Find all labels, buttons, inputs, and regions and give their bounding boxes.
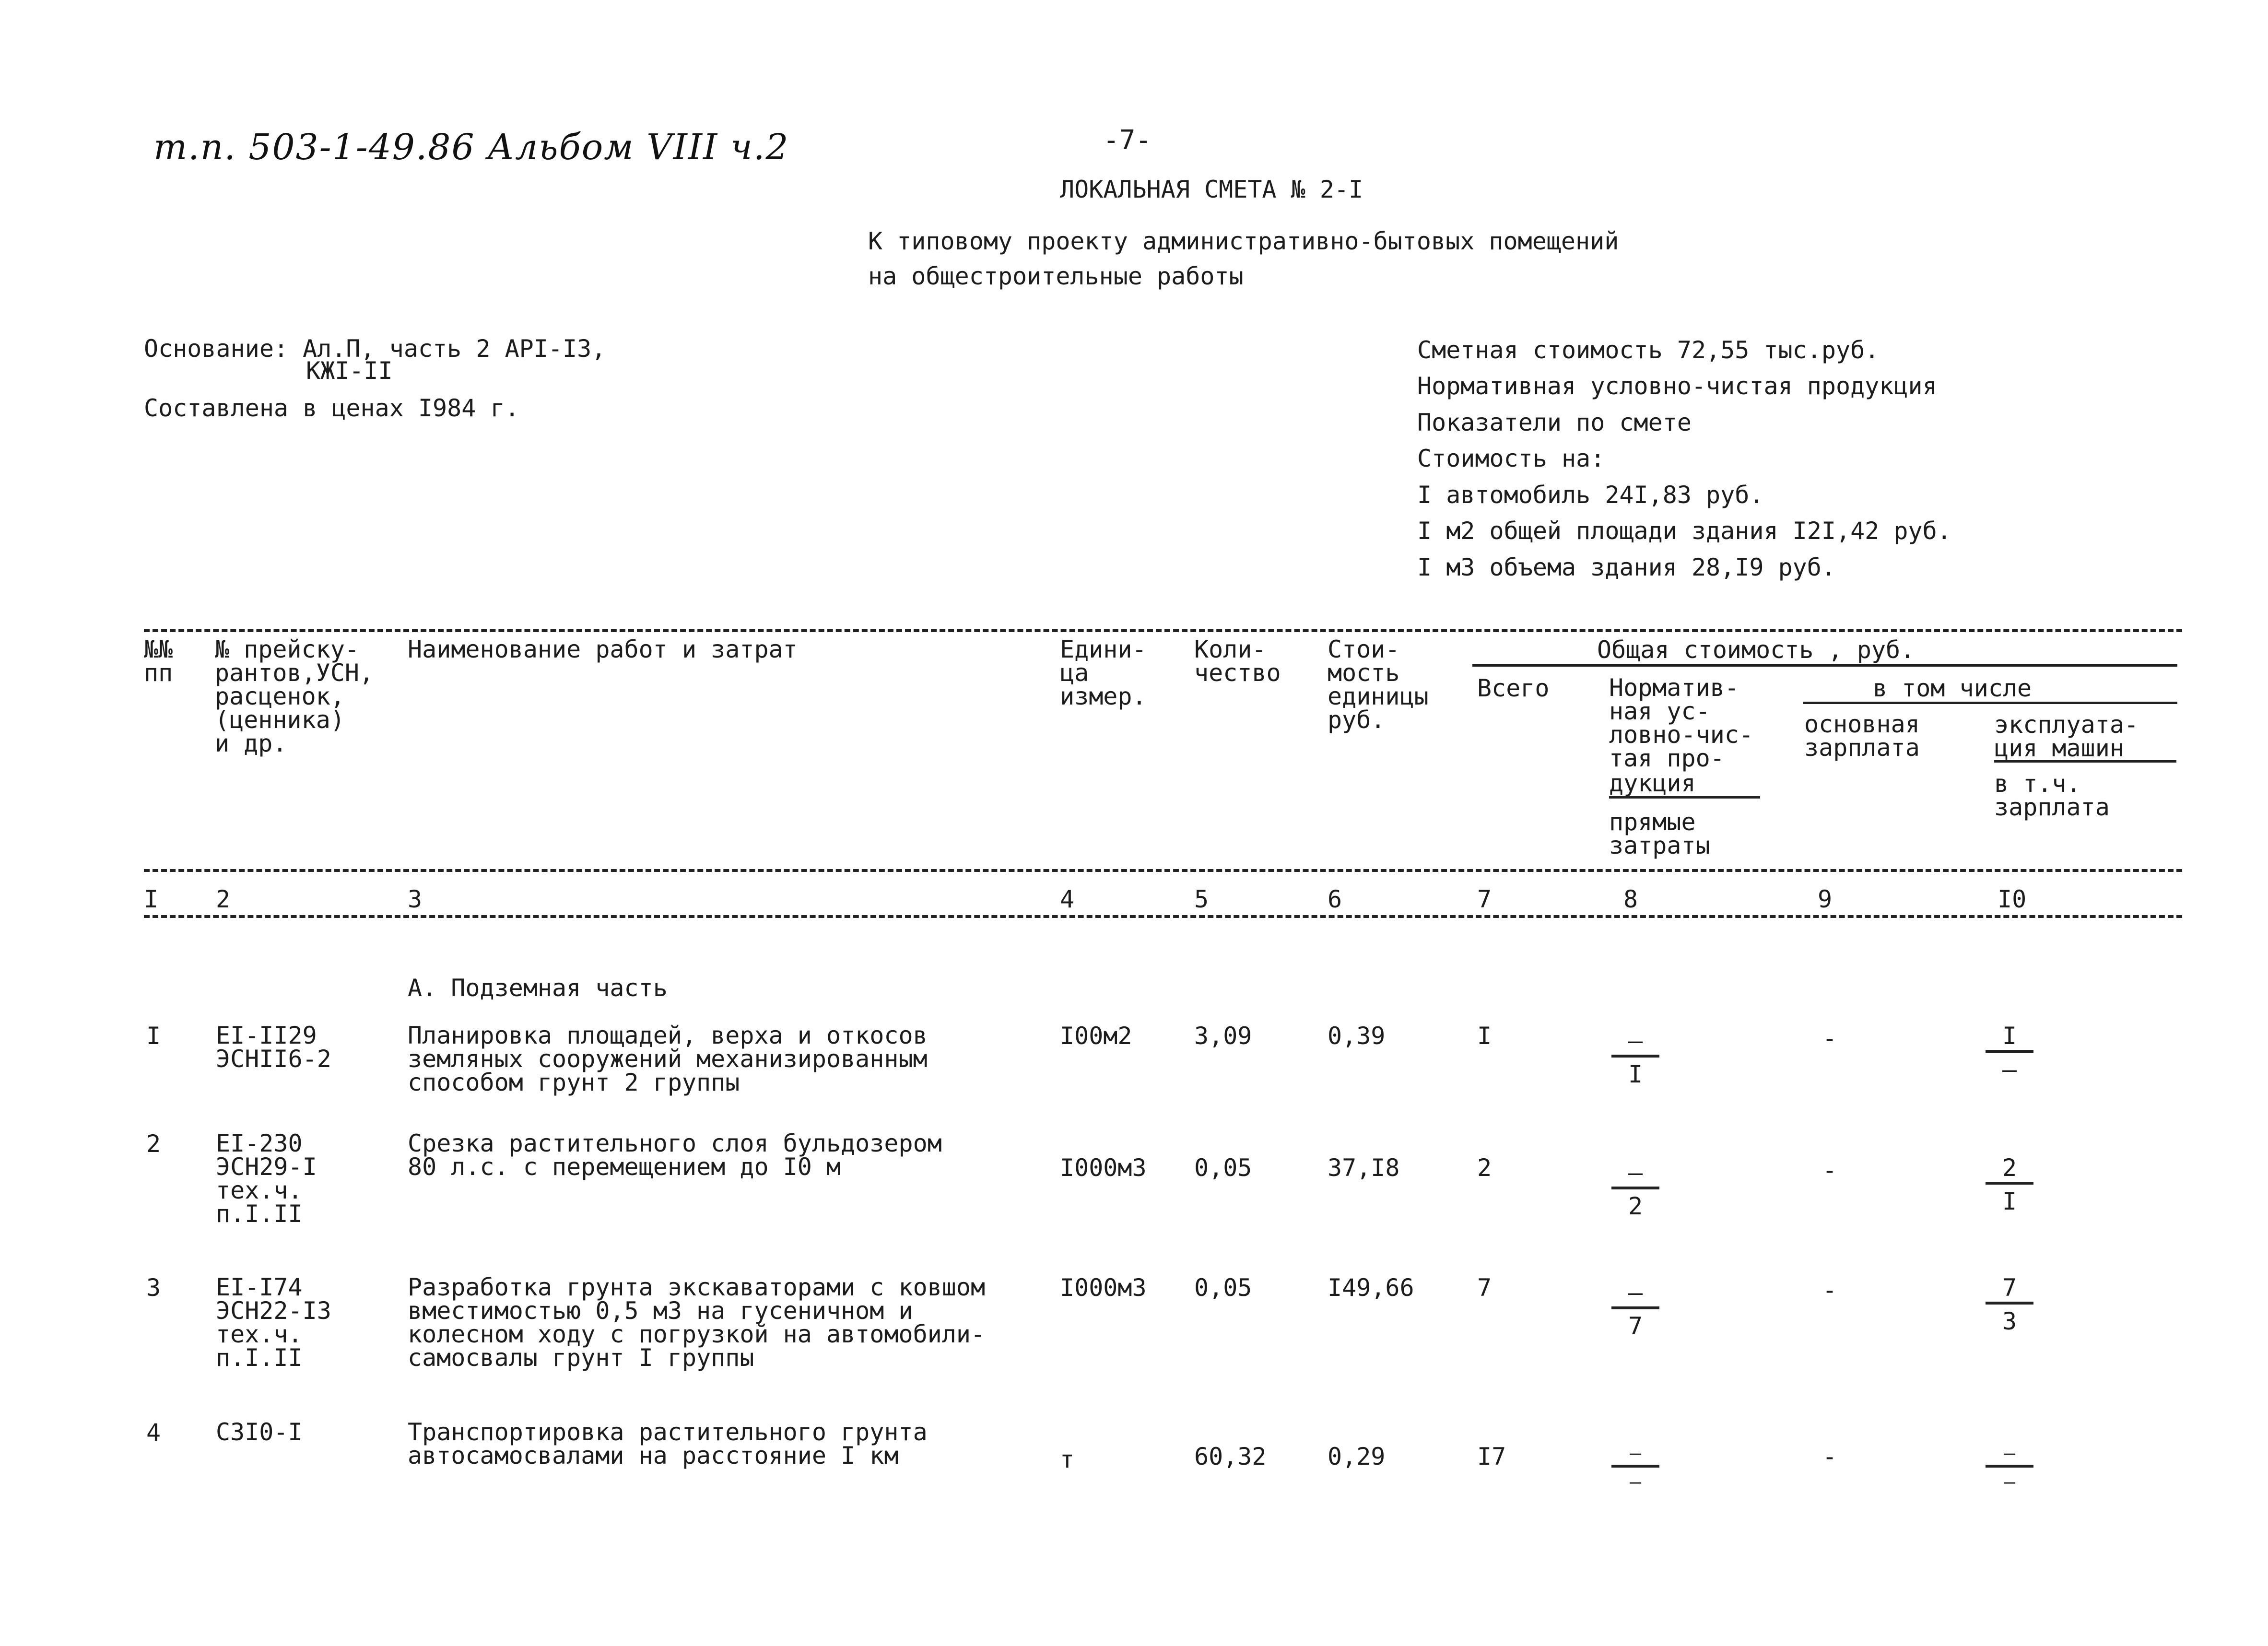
row3-machines-fraction: [1986, 1276, 2033, 1333]
row4-unit-cost: 0,29: [1328, 1443, 1386, 1470]
album-reference: т.п. 503-1-49.86 Альбом VIII ч.2: [153, 127, 789, 168]
summary-normative: Нормативная условно-чистая продукция: [1417, 372, 1937, 400]
summary-per-car: I автомобиль 24I,83 руб.: [1417, 481, 1764, 509]
row2-total: 2: [1477, 1154, 1492, 1182]
col-num-10: I0: [1998, 885, 2027, 913]
col-num-7: 7: [1477, 885, 1492, 913]
document-subtitle-line2: на общестроительные работы: [868, 262, 1244, 290]
row2-unit-cost: 37,I8: [1328, 1154, 1400, 1182]
col-num-8: 8: [1623, 885, 1638, 913]
row1-normative-top: –: [1611, 1029, 1659, 1058]
row4-normative-bottom: –: [1629, 1471, 1642, 1493]
row4-code: C3I0-I: [216, 1418, 303, 1446]
row3-unit-cost: I49,66: [1328, 1274, 1414, 1302]
col-num-3: 3: [408, 885, 423, 913]
row2-base-salary: -: [1822, 1156, 1837, 1184]
row1-name: Планировка площадей, верха и откосов земляных сооружений механизированным способом грунт 2 группы: [408, 1022, 928, 1096]
row2-quantity: 0,05: [1194, 1154, 1252, 1182]
row3-unit: I000м3: [1060, 1274, 1147, 1302]
row3-machines-bottom: 3: [2002, 1307, 2017, 1335]
row4-name: Транспортировка растительного грунта автосамосвалами на расстояние I км: [408, 1418, 928, 1470]
row3-quantity: 0,05: [1194, 1274, 1252, 1302]
summary-indicators: Показатели по смете: [1417, 409, 1692, 436]
row4-number: 4: [146, 1419, 161, 1446]
col-header-machines-line2: ция машин: [1994, 734, 2124, 762]
col-header-direct-costs: прямые затраты: [1609, 808, 1710, 859]
numbers-bottom-rule: [144, 915, 2182, 918]
col-header-name: Наименование работ и затрат: [408, 635, 798, 663]
row2-normative-fraction: [1611, 1161, 1659, 1218]
row4-machines-bottom: –: [2003, 1471, 2016, 1493]
col-num-2: 2: [216, 885, 231, 913]
row3-code: EI-I74 ЭСН22-I3 тех.ч. п.I.II: [216, 1273, 331, 1372]
col-header-normative-last: дукция: [1609, 769, 1696, 797]
col-header-code: № прейску- рантов,УСН, расценок, (ценника) и др.: [215, 635, 374, 757]
row1-base-salary: -: [1822, 1024, 1837, 1052]
row2-machines-fraction: [1986, 1156, 2033, 1213]
row2-machines-bottom: I: [2002, 1187, 2017, 1215]
row1-unit: I00м2: [1060, 1022, 1132, 1050]
row1-code: EI-II29 ЭСНII6-2: [216, 1022, 331, 1073]
summary-estimated-cost: Сметная стоимость 72,55 тыс.руб.: [1417, 336, 1880, 364]
row1-machines-top: I: [1986, 1024, 2033, 1053]
row2-normative-bottom: 2: [1628, 1192, 1643, 1220]
row3-normative-fraction: [1611, 1281, 1659, 1338]
col-header-incl-salary: в т.ч. зарплата: [1994, 770, 2110, 821]
col-header-all: Всего: [1477, 674, 1550, 702]
row4-base-salary: -: [1822, 1443, 1837, 1470]
row1-quantity: 3,09: [1194, 1022, 1252, 1050]
row4-machines-top: –: [1986, 1444, 2033, 1468]
row1-normative-fraction: [1611, 1029, 1659, 1086]
row4-total: I7: [1477, 1443, 1506, 1470]
row2-name: Срезка растительного слоя бульдозером 80 л.с. с перемещением до I0 м: [408, 1129, 942, 1181]
col-header-machines-line1: эксплуата-: [1994, 711, 2139, 739]
total-cost-rule: [1472, 664, 2177, 667]
summary-per-m2: I м2 общей площади здания I2I,42 руб.: [1417, 517, 1951, 545]
col-header-unit-cost: Стои- мость единицы руб.: [1328, 635, 1429, 734]
row1-total: I: [1477, 1022, 1492, 1050]
row4-quantity: 60,32: [1194, 1443, 1267, 1470]
row1-unit-cost: 0,39: [1328, 1022, 1386, 1050]
row3-machines-top: 7: [1986, 1276, 2033, 1305]
document-subtitle-line1: К типовому проекту административно-бытовых помещений: [868, 227, 1619, 255]
basis-prices-year: Составлена в ценах I984 г.: [144, 394, 519, 422]
col-num-1: I: [144, 885, 159, 913]
summary-cost-per: Стоимость на:: [1417, 445, 1605, 472]
basis-line2: КЖI-II: [306, 357, 393, 385]
row3-base-salary: -: [1822, 1276, 1837, 1304]
row3-total: 7: [1477, 1274, 1492, 1302]
col-num-4: 4: [1060, 885, 1075, 913]
page-number: -7-: [1103, 125, 1152, 156]
row4-normative-fraction: [1611, 1444, 1659, 1492]
document-title: ЛОКАЛЬНАЯ СМЕТА № 2-I: [1060, 176, 1363, 203]
row1-machines-fraction: [1986, 1024, 2033, 1082]
col-header-total-cost: Общая стоимость , руб.: [1597, 636, 1915, 664]
table-top-rule: [144, 629, 2182, 632]
col-header-base-salary: основная зарплата: [1804, 710, 1920, 762]
row3-normative-bottom: 7: [1628, 1312, 1643, 1340]
basis-line1: Основание: Ал.П, часть 2 АРI-I3,: [144, 335, 606, 363]
row1-number: I: [146, 1022, 161, 1050]
header-bottom-rule: [144, 869, 2182, 872]
col-num-9: 9: [1818, 885, 1833, 913]
row4-unit: т: [1060, 1446, 1075, 1473]
section-title: А. Подземная часть: [408, 974, 668, 1002]
row3-number: 3: [146, 1274, 161, 1302]
machines-divider: [1994, 760, 2176, 763]
including-rule: [1803, 702, 2177, 704]
row3-name: Разработка грунта экскаваторами с ковшом вместимостью 0,5 м3 на гусеничном и колесном ходу с погрузкой на автомобили- самосвалы грунт I группы: [408, 1273, 986, 1372]
row1-normative-bottom: I: [1628, 1060, 1643, 1088]
col-header-number: №№ пп: [144, 635, 173, 687]
row4-normative-top: –: [1611, 1444, 1659, 1468]
row2-code: EI-230 ЭСН29-I тех.ч. п.I.II: [216, 1129, 317, 1228]
col-header-quantity: Коли- чество: [1194, 635, 1281, 687]
row2-machines-top: 2: [1986, 1156, 2033, 1185]
row4-machines-fraction: [1986, 1444, 2033, 1492]
summary-per-m3: I м3 объема здания 28,I9 руб.: [1417, 553, 1836, 581]
normative-divider: [1609, 796, 1760, 799]
col-num-5: 5: [1194, 885, 1209, 913]
row2-normative-top: –: [1611, 1161, 1659, 1189]
row2-number: 2: [146, 1130, 161, 1158]
col-header-including: в том числе: [1873, 674, 2032, 702]
row3-normative-top: –: [1611, 1281, 1659, 1309]
col-num-6: 6: [1328, 885, 1342, 913]
col-header-normative: Норматив- ная ус- ловно-чис- тая про-: [1609, 674, 1754, 772]
row2-unit: I000м3: [1060, 1154, 1147, 1182]
row1-machines-bottom: –: [2002, 1056, 2017, 1083]
col-header-unit: Едини- ца измер.: [1060, 635, 1147, 710]
